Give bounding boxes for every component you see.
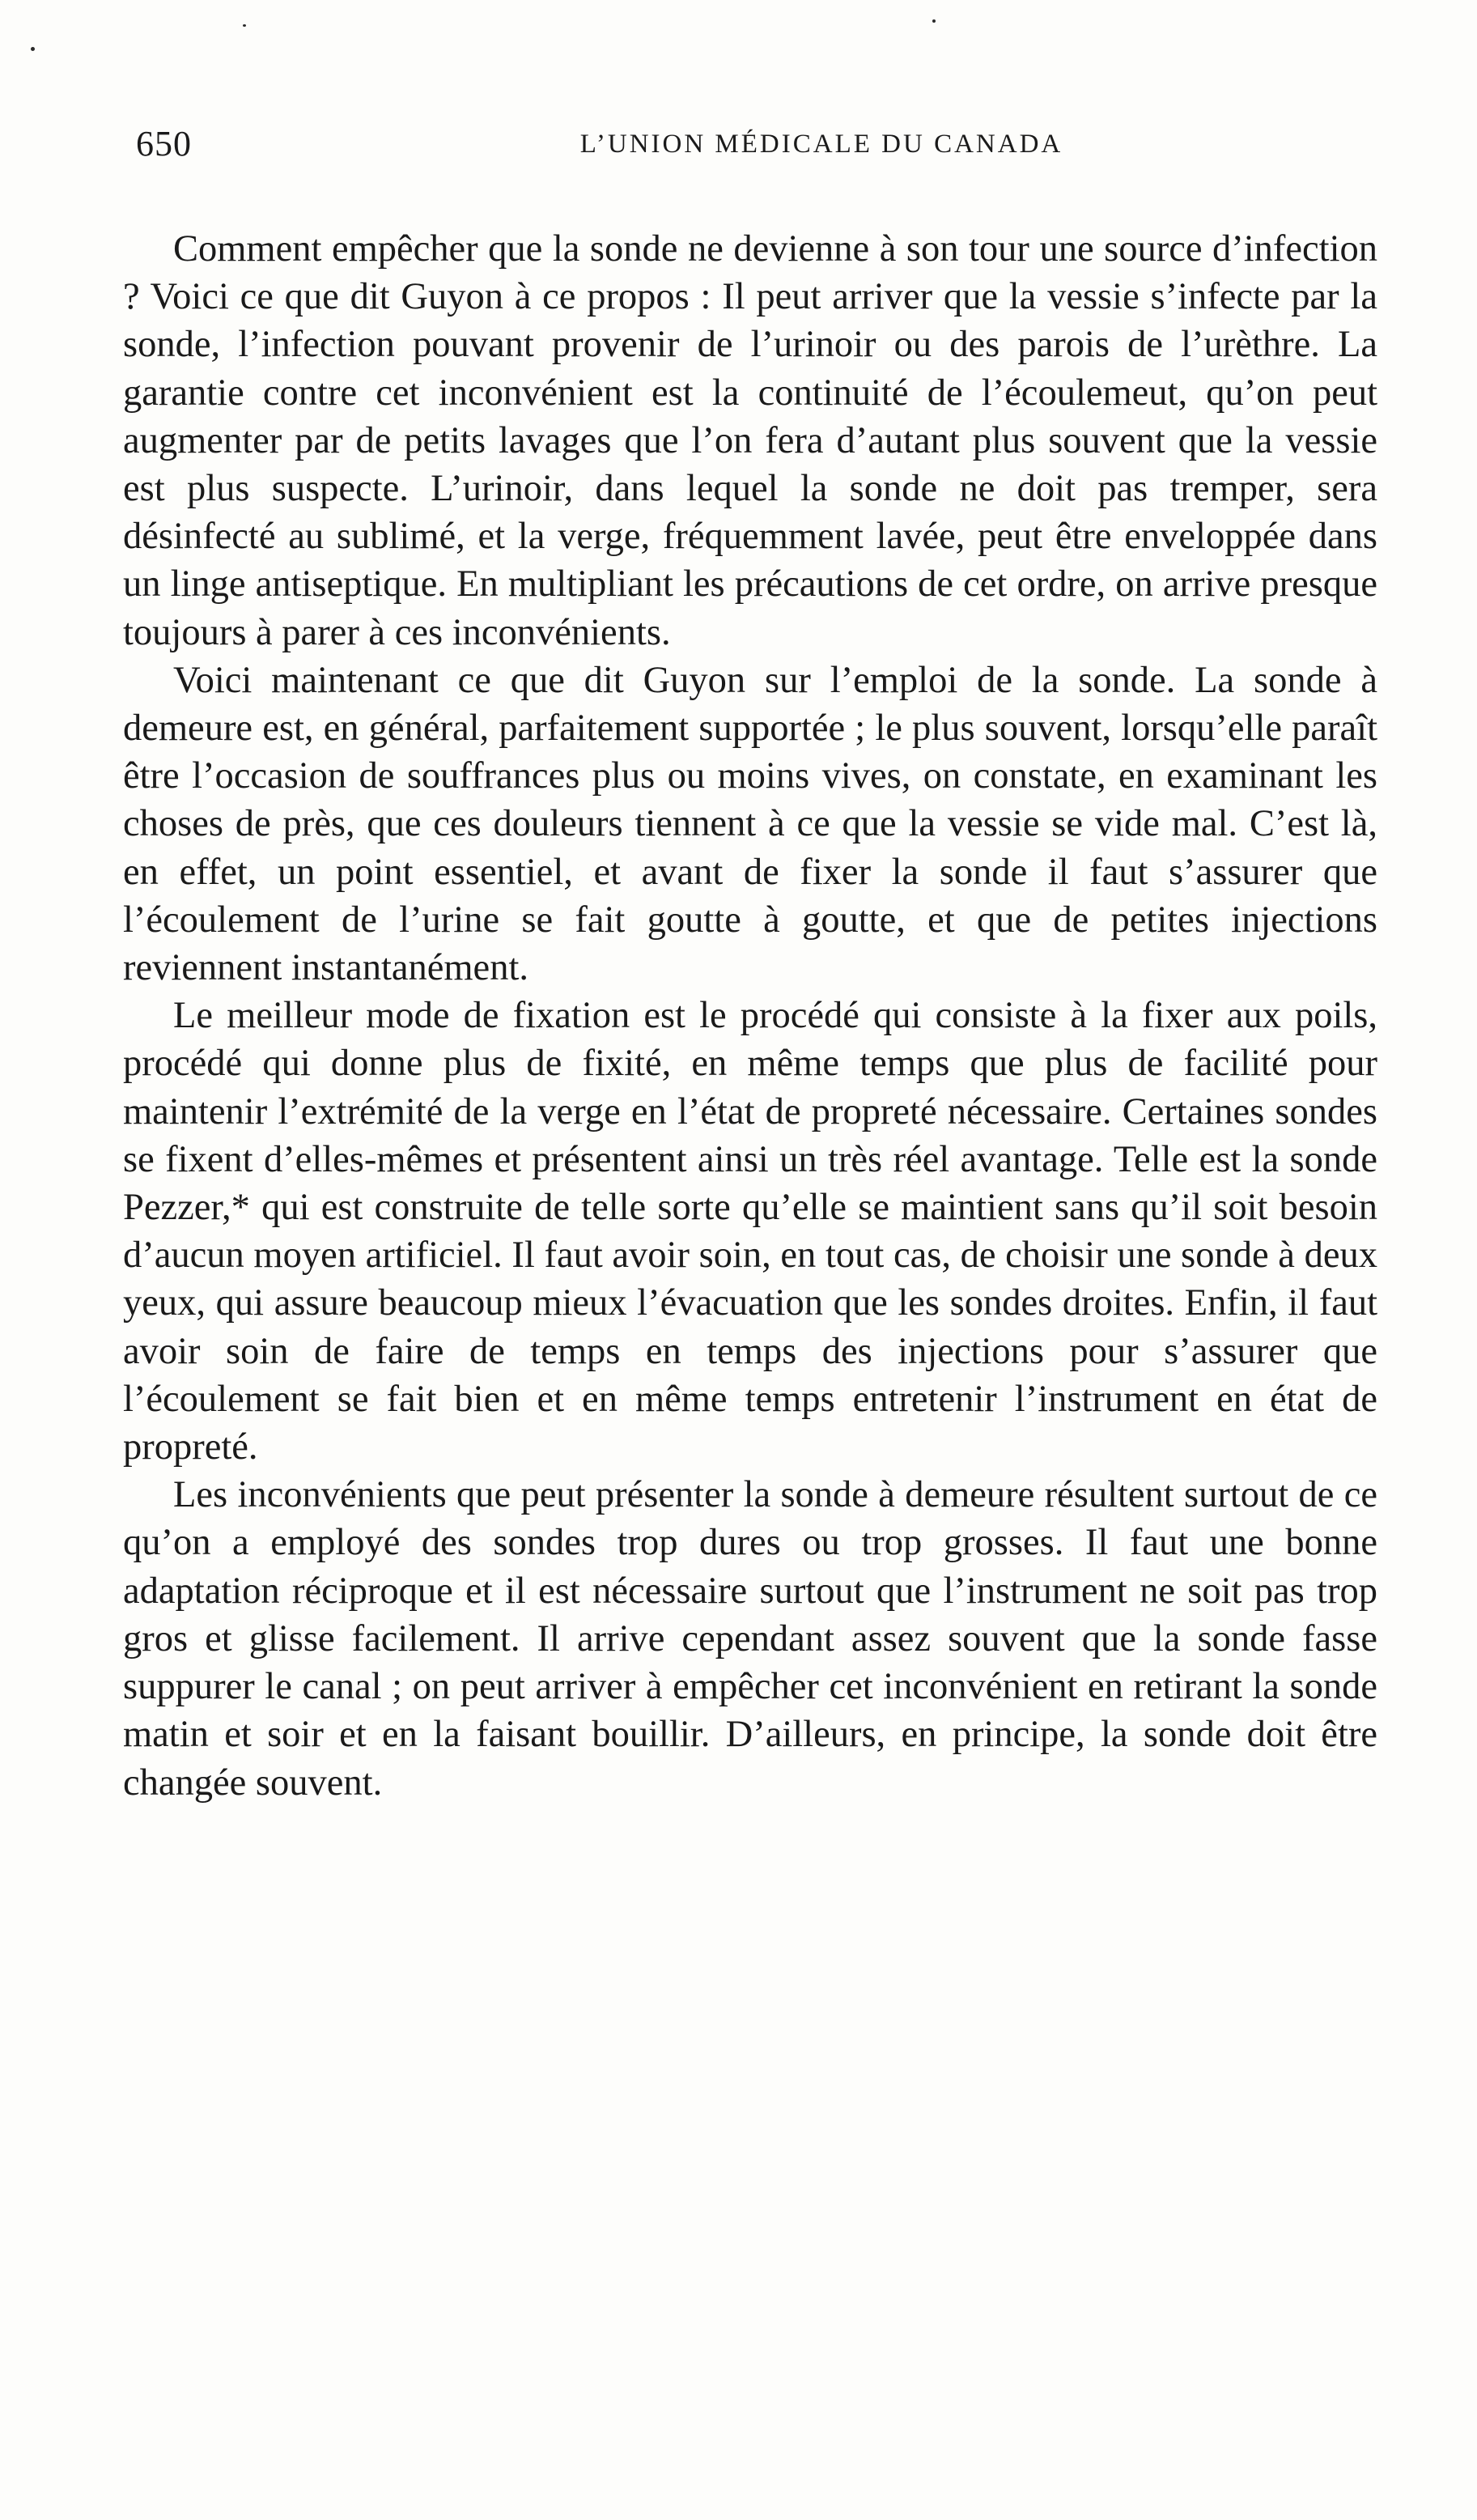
paragraph: Les inconvénients que peut présenter la sonde à demeure résultent surtout de ce qu’on a employé des sondes trop dures ou trop grosses. Il faut une bonne adaptation réciproque et il est nécessaire surtout que l’instrument ne soit pas trop gros et glisse facilement. Il arrive cependant assez souvent que la sonde fasse suppurer le canal ; on peut arriver à empêcher cet inconvénient en retirant la sonde matin et soir et en la faisant bouillir. D’ailleurs, en principe, la sonde doit être changée souvent. bbox=[123, 1474, 1377, 1804]
journal-title: L’UNION MÉDICALE DU CANADA bbox=[579, 130, 1063, 159]
print-speck bbox=[932, 19, 936, 23]
paragraph: Voici maintenant ce que dit Guyon sur l’emploi de la sonde. La sonde à demeure est, en général, parfaitement supportée ; le plus souvent, lorsqu’elle paraît être l’occasion de souffrances plus ou moins vives, on constate, en examinant les choses de près, que ces douleurs tiennent à ce que la vessie se vide mal. C’est là, en effet, un point essentiel, et avant de fixer la sonde il faut s’assurer que l’écoulement de l’urine se fait goutte à goutte, et que de petites injections reviennent instantanément. bbox=[123, 659, 1377, 989]
running-head bbox=[129, 123, 1376, 172]
print-speck bbox=[31, 47, 35, 51]
page-number: 650 bbox=[136, 124, 192, 164]
article-body bbox=[123, 225, 1377, 1807]
paragraph: Comment empêcher que la sonde ne devienne à son tour une source d’infection ? Voici ce que dit Guyon à ce propos : Il peut arriver que la vessie s’infecte par la sonde, l’infection pouvant provenir de l’urinoir ou des parois de l’urèthre. La garantie contre cet inconvénient est la continuité de l’écoulemeut, qu’on peut augmenter par de petits lavages que l’on fera d’autant plus souvent que la vessie est plus suspecte. L’urinoir, dans lequel la sonde ne doit pas tremper, sera désinfecté au sublimé, et la verge, fréquemment lavée, peut être enveloppée dans un linge antiseptique. En multipliant les précautions de cet ordre, on arrive presque toujours à parer à ces inconvénients. bbox=[123, 228, 1377, 653]
print-speck bbox=[243, 24, 246, 27]
paragraph: Le meilleur mode de fixation est le procédé qui consiste à la fixer aux poils, procédé qui donne plus de fixité, en même temps que plus de facilité pour maintenir l’extrémité de la verge en l’état de propreté nécessaire. Certaines sondes se fixent d’elles-mêmes et présentent ainsi un très réel avantage. Telle est la sonde Pezzer,* qui est construite de telle sorte qu’elle se maintient sans qu’il soit besoin d’aucun moyen artificiel. Il faut avoir soin, en tout cas, de choisir une sonde à deux yeux, qui assure beaucoup mieux l’évacuation que les sondes droites. Enfin, il faut avoir soin de faire de temps en temps des injections pour s’assurer que l’écoulement se fait bien et en même temps entretenir l’instrument en état de propreté. bbox=[123, 995, 1377, 1468]
